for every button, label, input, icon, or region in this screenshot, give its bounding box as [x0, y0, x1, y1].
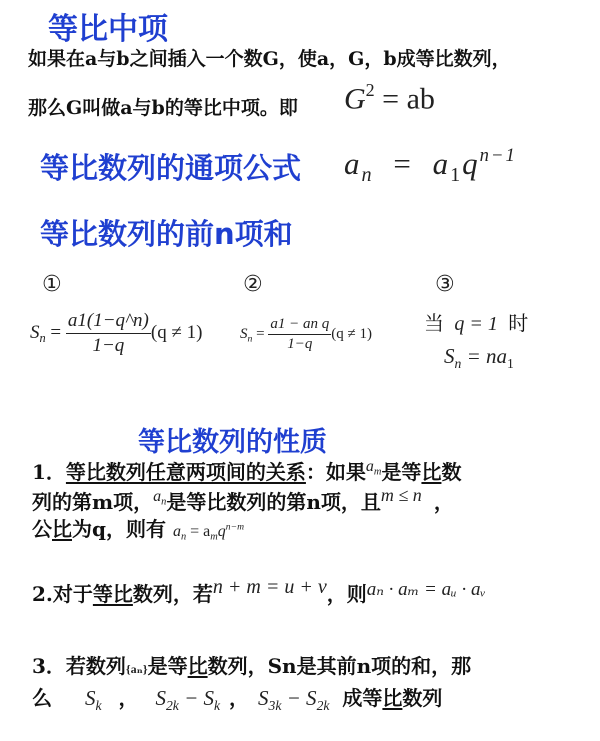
- property2: [32, 576, 486, 607]
- p3-s3: $S_{3k} - S_{2k}$: [258, 686, 330, 713]
- gt-rhs-q: q: [462, 146, 480, 182]
- property1-line2: [32, 485, 454, 515]
- p1-t1: ：如果: [305, 460, 366, 484]
- p3-t5u: 比: [382, 686, 403, 710]
- p1-t7a: 公: [32, 517, 52, 541]
- c1-condition: (q ≠ 1): [150, 321, 203, 343]
- p3-t1: 若数列: [65, 654, 126, 678]
- gt-lhs: a: [344, 146, 362, 182]
- p3-t6: 数列: [402, 686, 443, 710]
- sum-case2-formula: $S_n$ = $\frac{\text{a1 − an q}}{1-q}$ (q ≠ 1): [240, 316, 372, 352]
- property1-line3: [32, 513, 244, 543]
- p3-s1: $S_k$: [84, 686, 102, 713]
- sum-case1-formula: $S_n$ = $\frac{a1(1-q\^{}n)}{1-q}$ (q ≠ 1): [30, 310, 203, 356]
- c3-pre: 当: [424, 311, 444, 335]
- p1-t5: 是等比数列的第n项，且: [166, 490, 381, 514]
- formula-rhs: = ab: [382, 82, 435, 116]
- formula-exponent: 2: [365, 80, 375, 100]
- c2-numerator: a1 − an q: [268, 316, 331, 335]
- sum-case3-condition: [424, 307, 528, 336]
- c3-lhs-sub: n: [454, 355, 462, 371]
- c2-lhs-sub: n: [247, 333, 253, 345]
- c3-rhs-sub: 1: [507, 355, 514, 371]
- c3-rhs: = na: [466, 344, 507, 368]
- p1-cond: m ≤ n: [380, 485, 422, 505]
- p3-number: 3．: [32, 654, 66, 678]
- sum-case3-formula: [444, 344, 514, 372]
- property1-line1: [32, 456, 461, 485]
- c1-numerator: a1(1−q^n): [66, 310, 151, 334]
- p1-title: 等比数列任意两项间的关系: [65, 460, 306, 484]
- c1-denominator: 1−q: [92, 335, 125, 356]
- c2-denominator: 1−q: [287, 336, 313, 352]
- c2-fraction: [268, 316, 331, 353]
- geo-mean-formula: [344, 80, 435, 117]
- p3-comma2: ，: [229, 686, 250, 710]
- p2-t1: 对于: [52, 582, 93, 606]
- p1-t2u: 比: [421, 460, 442, 484]
- case2-marker: ②: [243, 272, 263, 297]
- c1-fraction: [66, 310, 151, 357]
- c3-lhs: S: [444, 344, 455, 368]
- p3-t3: 数列，Sn是其前n项的和，那: [207, 654, 472, 678]
- p1-formula: $a_n = a_mq^{n-m}$: [172, 521, 244, 543]
- p1-t4: 列的第m项，: [32, 490, 154, 514]
- case3-marker: ③: [435, 272, 455, 297]
- p3-t2: 是等: [147, 654, 188, 678]
- p3-t5: 成等: [342, 686, 383, 710]
- general-term-formula: [344, 145, 517, 187]
- general-term-heading: 等比数列的通项公式: [40, 151, 302, 185]
- geo-mean-definition-line2: 那么G叫做a与b的等比中项。即: [28, 97, 298, 119]
- geo-mean-definition-line1: 如果在a与b之间插入一个数G，使a，G，b成等比数列，: [28, 48, 511, 70]
- p3-t2u: 比: [187, 654, 208, 678]
- geo-mean-heading: 等比中项: [48, 12, 168, 47]
- c1-lhs: S: [30, 321, 40, 343]
- c1-lhs-sub: n: [39, 331, 46, 346]
- gt-rhs-exp: n−1: [479, 145, 517, 166]
- p1-t3: 数: [441, 460, 462, 484]
- p1-am: am: [365, 458, 382, 478]
- p2-cond: n + m = u + v: [212, 576, 327, 598]
- gt-rhs-a-sub: 1: [450, 164, 463, 187]
- p2-t2: 数列，若: [132, 582, 213, 606]
- p2-number: 2.: [32, 582, 53, 606]
- p2-t1u: 等比: [92, 582, 133, 606]
- p3-seq: {aₙ}: [125, 662, 148, 676]
- c2-condition: (q ≠ 1): [331, 325, 372, 342]
- p1-t2: 是等: [381, 460, 422, 484]
- property3-line2: [32, 682, 442, 714]
- p1-an: an: [153, 488, 167, 508]
- p1-t7b: 为q，则有: [72, 517, 166, 541]
- p2-formula: aₙ · aₘ = aᵤ · aᵥ: [366, 579, 486, 600]
- p1-t6: ，: [433, 490, 454, 514]
- gt-lhs-sub: n: [361, 164, 374, 187]
- case1-marker: ①: [42, 272, 62, 297]
- p1-number: 1．: [32, 460, 66, 484]
- p3-t4: 么: [32, 686, 52, 710]
- p2-t3: ，则: [326, 582, 367, 606]
- property3-line1: [32, 650, 471, 679]
- gt-rhs-a: a: [432, 146, 451, 182]
- c3-post: 时: [508, 311, 529, 335]
- p1-t7u: 比: [52, 517, 72, 541]
- c2-lhs: S: [240, 325, 248, 342]
- gt-eq: =: [393, 146, 413, 182]
- properties-heading: 等比数列的性质: [138, 427, 327, 458]
- c3-cond-formula: q = 1: [454, 313, 498, 335]
- sum-heading: 等比数列的前n项和: [40, 217, 293, 251]
- p3-comma1: ，: [118, 686, 139, 710]
- p3-s2: $S_{2k} - S_k$: [155, 686, 221, 713]
- formula-g: G: [344, 82, 366, 116]
